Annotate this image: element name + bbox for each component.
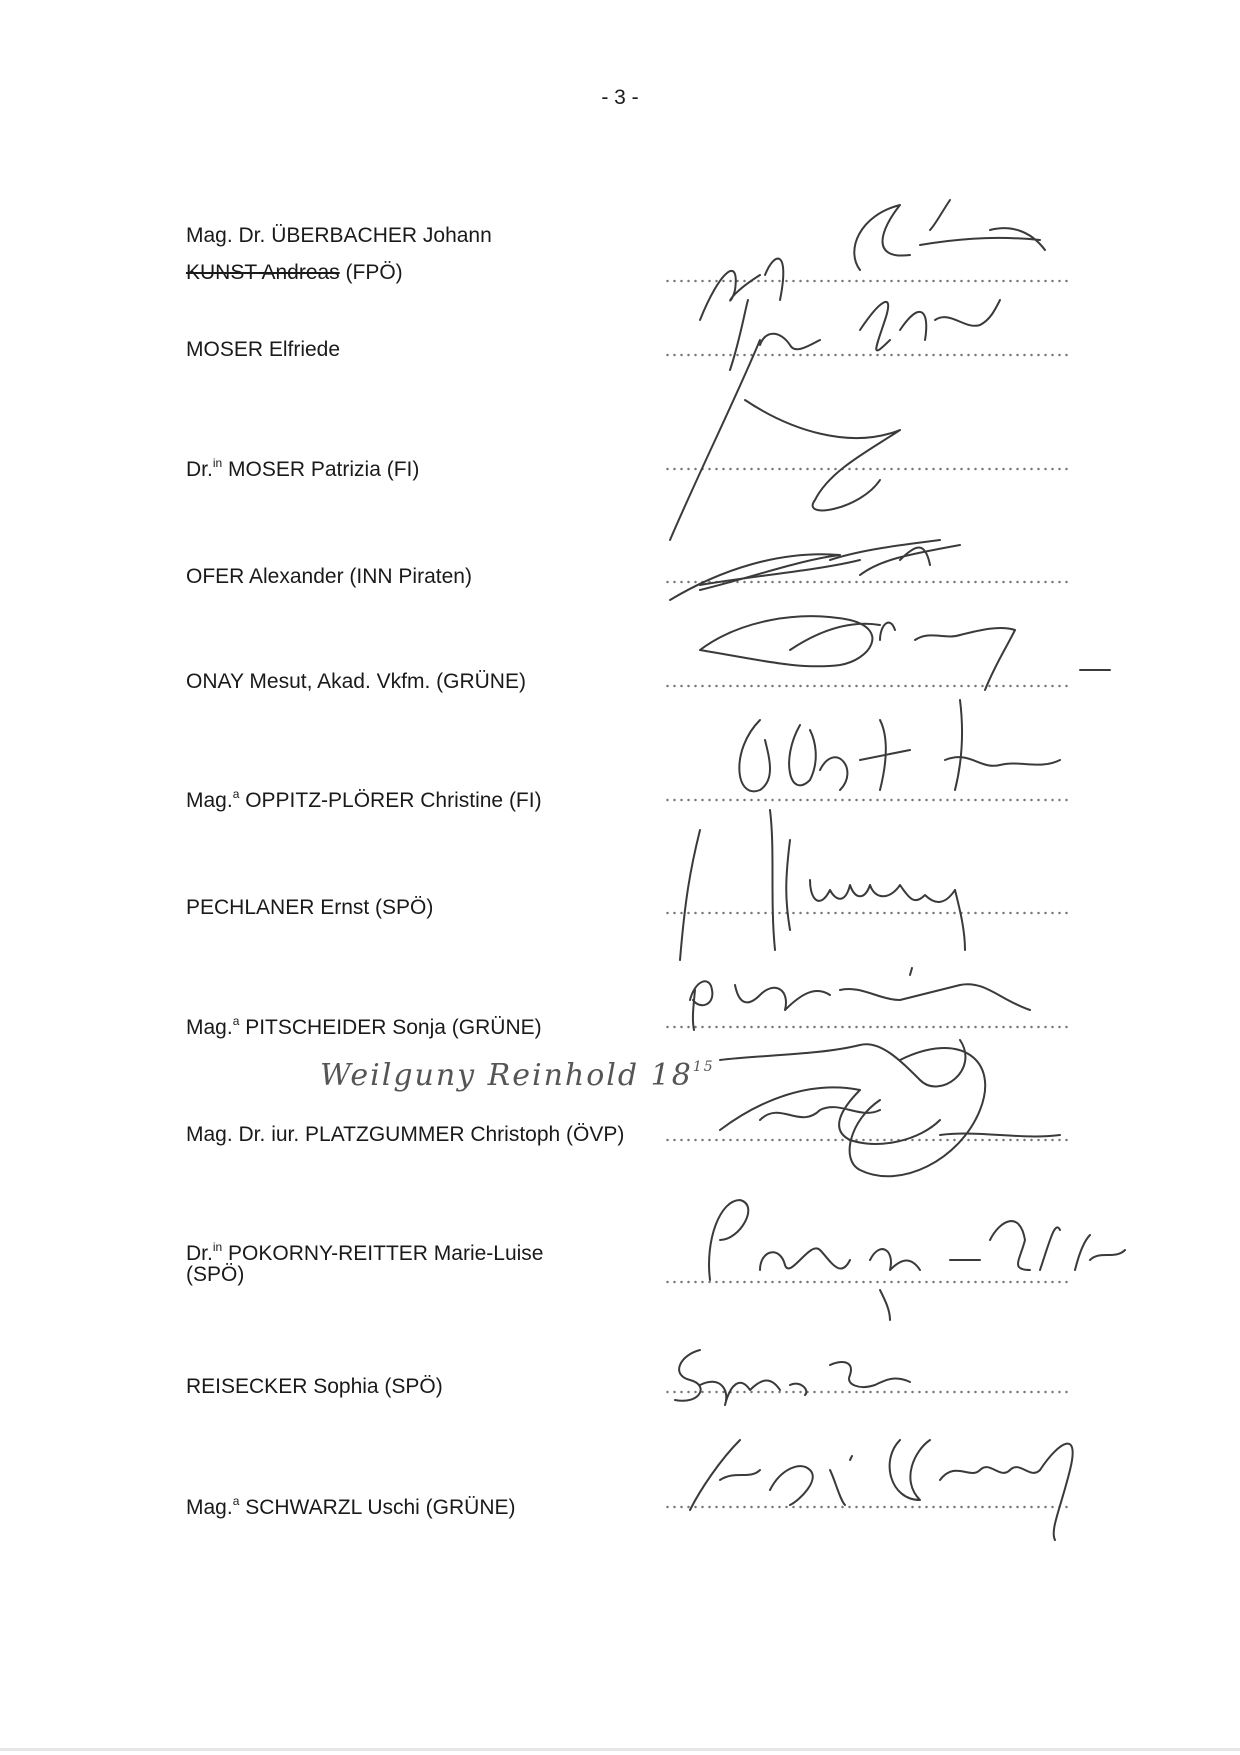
member-name: REISECKER Sophia (SPÖ) — [186, 1375, 443, 1398]
signature-4 — [670, 540, 960, 600]
member-name: PECHLANER Ernst (SPÖ) — [186, 896, 434, 919]
member-name: Mag.$^a$ PITSCHEIDER Sonja (GRÜNE) — [186, 1014, 542, 1039]
signature-5 — [700, 616, 1110, 690]
member-name-substitute: KUNST Andreas (FPÖ) — [186, 261, 403, 284]
signature-9 — [720, 1040, 1060, 1176]
signature-8 — [690, 968, 1030, 1030]
member-name: ONAY Mesut, Akad. Vkfm. (GRÜNE) — [186, 670, 526, 693]
signature-2 — [730, 300, 1000, 370]
signature-11 — [675, 1350, 910, 1405]
member-party: (SPÖ) — [186, 1263, 245, 1286]
member-name: MOSER Elfriede — [186, 338, 341, 361]
member-name: Mag. Dr. ÜBERBACHER Johann — [186, 224, 492, 247]
page-number: - 3 - — [601, 86, 639, 109]
member-name: Mag. Dr. iur. PLATZGUMMER Christoph (ÖVP) — [186, 1123, 625, 1146]
struck-name: KUNST Andreas — [186, 261, 340, 284]
member-name: OFER Alexander (INN Piraten) — [186, 565, 472, 588]
member-name: Mag.$^a$ SCHWARZL Uschi (GRÜNE) — [186, 1494, 516, 1519]
member-name: Dr.$^{in}$ POKORNY-REITTER Marie-Luise — [186, 1240, 544, 1265]
signature-1 — [700, 200, 1045, 320]
signature-7 — [680, 810, 965, 960]
member-name: Mag.$^a$ OPPITZ-PLÖRER Christine (FI) — [186, 787, 542, 812]
signature-6 — [739, 700, 1060, 791]
member-name: Dr.$^{in}$ MOSER Patrizia (FI) — [186, 456, 420, 481]
handwritten-note: Weilguny Reinhold $18^{15}$ — [320, 1058, 715, 1093]
page-edge — [0, 1748, 1240, 1751]
signature-10 — [709, 1200, 1125, 1320]
signature-3 — [670, 340, 900, 540]
signature-12 — [690, 1440, 1073, 1540]
